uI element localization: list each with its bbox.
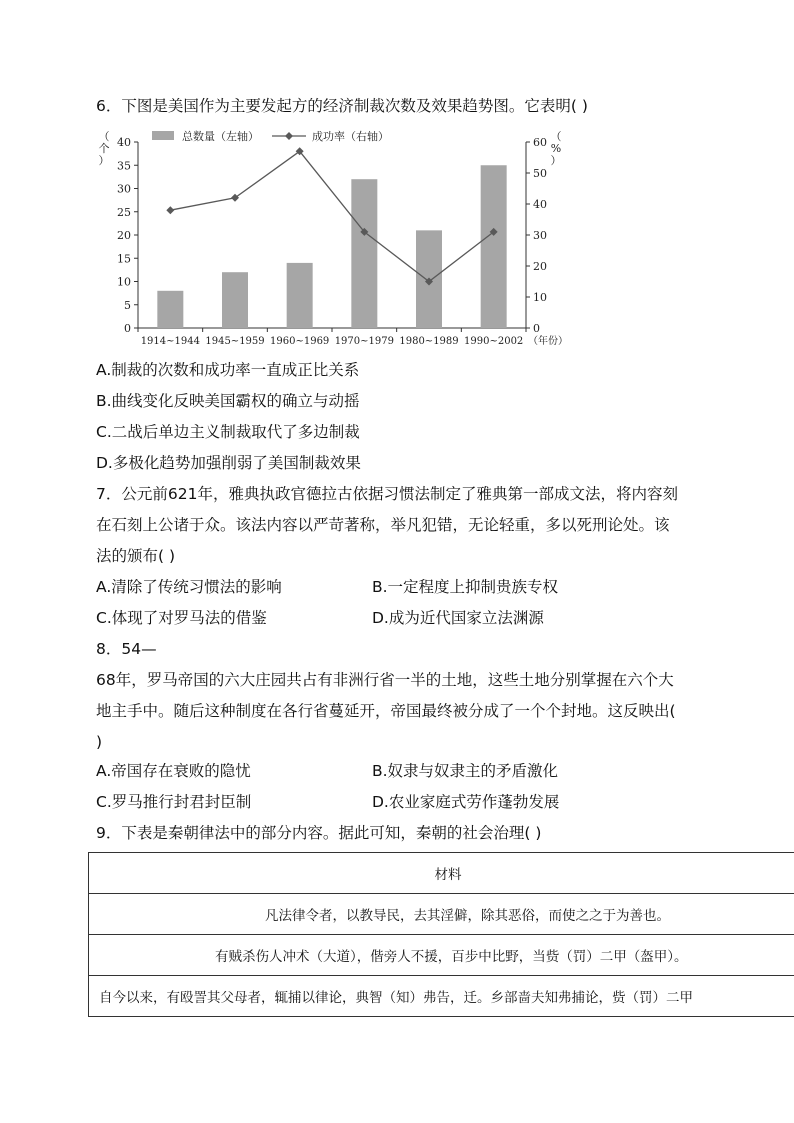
q6-option-b[interactable]: B.曲线变化反映美国霸权的确立与动摇: [96, 392, 360, 410]
legend-line-marker: [285, 132, 293, 140]
table-row: [89, 894, 794, 935]
x-tick-label: 1980~1989: [399, 336, 459, 347]
q8-option-c[interactable]: C.罗马推行封君封臣制: [96, 793, 252, 811]
table-cell: 凡法律令者，以教导民，去其淫僻，除其恶俗，而使之之于为善也。: [89, 894, 794, 935]
bar-series: [157, 165, 506, 328]
q7-stem-line2: 在石刻上公诸于众。该法内容以严苛著称，举凡犯错，无论轻重，多以死刑论处。该: [96, 516, 670, 534]
q6-option-c[interactable]: C.二战后单边主义制裁取代了多边制裁: [96, 423, 360, 441]
table-cell: 有贼杀伤人冲术（大道），偕旁人不援，百步中比野，当赀（罚）二甲（盔甲）。: [89, 935, 794, 976]
q8-option-b[interactable]: B.奴隶与奴隶主的矛盾激化: [372, 762, 559, 780]
left-unit-char: ）: [98, 154, 110, 167]
q7-option-d[interactable]: D.成为近代国家立法渊源: [372, 609, 544, 627]
right-unit-char: %: [550, 142, 562, 155]
left-tick-label: 25: [117, 205, 131, 219]
q8-stem-line3: 地主手中。随后这种制度在各行省蔓延开，帝国最终被分成了一个个封地。这反映出(: [96, 702, 676, 720]
table-header-row: [89, 853, 794, 894]
q8-option-a[interactable]: A.帝国存在衰败的隐忧: [96, 762, 251, 780]
bar: [287, 263, 313, 328]
right-tick-label: 40: [533, 198, 547, 211]
left-unit-char: （: [98, 130, 110, 143]
q7-stem-line3: 法的颁布( ): [96, 547, 176, 565]
right-tick-label: 60: [533, 136, 547, 149]
table-row: [89, 976, 794, 1017]
legend-bar-label: 总数量（左轴）: [182, 130, 259, 143]
q6-stem: 6．下图是美国作为主要发起方的经济制裁次数及效果趋势图。它表明( ): [96, 97, 588, 115]
right-axis-unit: [551, 130, 562, 167]
bar: [351, 179, 377, 328]
x-tick-labels: [141, 334, 568, 347]
left-tick-label: 35: [117, 159, 131, 173]
q7-option-a[interactable]: A.清除了传统习惯法的影响: [96, 578, 282, 596]
left-tick-label: 30: [117, 182, 131, 196]
left-tick-label: 10: [117, 275, 131, 289]
x-axis-unit: （年份）: [528, 336, 568, 347]
right-unit-char: ）: [550, 154, 562, 167]
line-series: [166, 147, 497, 285]
bar: [157, 291, 183, 328]
bar: [481, 165, 507, 328]
q9-stem: 9．下表是秦朝律法中的部分内容。据此可知，秦朝的社会治理( ): [96, 824, 542, 842]
left-tick-label: 40: [117, 136, 131, 149]
x-tick-label: 1945~1959: [205, 336, 265, 347]
right-unit-char: （: [550, 130, 562, 143]
qin-law-table: [88, 852, 794, 1017]
left-tick-label: 5: [124, 298, 131, 312]
right-tick-label: 30: [533, 229, 547, 242]
right-tick-label: 10: [533, 291, 547, 304]
table-cell: 自今以来，有殴詈其父母者，辄捕以律论，典智（知）弗告，迁。乡部啬夫知弗捕论，赀（罚）二甲: [89, 976, 794, 1017]
q8-option-d[interactable]: D.农业家庭式劳作蓬勃发展: [372, 793, 560, 811]
sanctions-chart: [92, 126, 572, 350]
right-tick-label: 50: [533, 167, 547, 180]
q7-option-b[interactable]: B.一定程度上抑制贵族专权: [372, 578, 559, 596]
x-tick-label: 1960~1969: [270, 336, 330, 347]
q7-stem-line1: 7．公元前621年，雅典执政官德拉古依据习惯法制定了雅典第一部成文法，将内容刻: [96, 485, 678, 503]
success-rate-line: [170, 151, 493, 281]
x-tick-label: 1990~2002: [464, 336, 524, 347]
left-tick-label: 20: [117, 229, 131, 242]
x-tick-label: 1970~1979: [334, 336, 394, 347]
left-unit-char: 个: [98, 142, 110, 155]
table-row: [89, 935, 794, 976]
bar: [222, 272, 248, 328]
legend-bar-swatch: [152, 131, 174, 140]
left-tick-label: 15: [117, 252, 131, 266]
q6-option-a[interactable]: A.制裁的次数和成功率一直成正比关系: [96, 361, 360, 379]
chart-legend: [152, 129, 389, 143]
line-point: [166, 206, 174, 214]
legend-line-label: 成功率（右轴）: [312, 130, 389, 143]
right-tick-label: 0: [533, 322, 540, 335]
right-tick-label: 20: [533, 260, 547, 273]
q8-stem-line4: ): [96, 733, 103, 751]
q6-option-d[interactable]: D.多极化趋势加强削弱了美国制裁效果: [96, 454, 361, 472]
x-tick-label: 1914~1944: [140, 336, 200, 347]
left-tick-label: 0: [124, 322, 131, 335]
left-axis-unit: [99, 130, 110, 167]
q8-stem-line1: 8．54—: [96, 640, 157, 658]
q7-option-c[interactable]: C.体现了对罗马法的借鉴: [96, 609, 267, 627]
table-header-cell: 材料: [89, 853, 794, 894]
q8-stem-line2: 68年，罗马帝国的六大庄园共占有非洲行省一半的土地，这些土地分别掌握在六个大: [96, 671, 674, 689]
